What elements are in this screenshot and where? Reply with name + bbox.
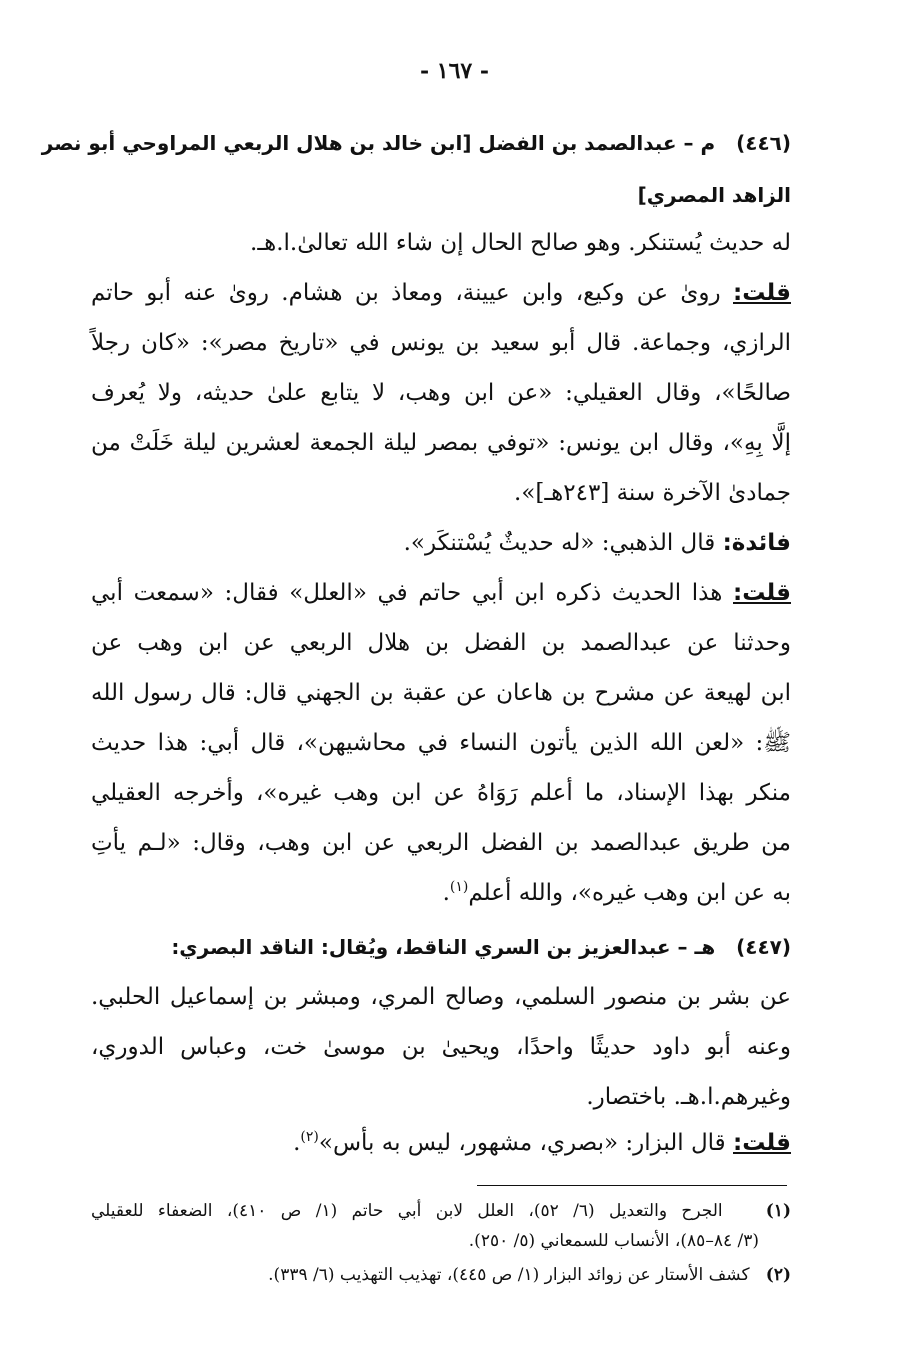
- footnote-separator: [477, 1185, 787, 1186]
- entry-446-line-1: له حديث يُستنكر. وهو صالح الحال إن شاء الله تعالىٰ.ا.هـ.: [250, 230, 791, 256]
- entry-447-heading: [171, 930, 791, 964]
- entry-447-line-4: قلت: قال البزار: «بصري، مشهور، ليس به بأس»$^{(٢)}$.: [293, 1129, 791, 1156]
- footnote-1-number: (١): [765, 1201, 791, 1221]
- entry-446-heading-line1: [42, 126, 791, 160]
- qult-label: قلت:: [733, 280, 791, 306]
- entry-446-line-6: جمادىٰ الآخرة سنة [٢٤٣هـ]».: [514, 480, 791, 506]
- qult-label: قلت:: [733, 580, 791, 606]
- entry-446-number: (٤٤٦): [736, 131, 791, 155]
- entry-446-heading-text: م – عبدالصمد بن الفضل [ابن خالد بن هلال الربعي المراوحي أبو نصر: [41, 131, 716, 155]
- entry-446-line-2: قلت: روىٰ عن وكيع، وابن عيينة، ومعاذ بن هشام. روىٰ عنه أبو حاتم: [91, 280, 791, 306]
- entry-446-line-8: قلت: هذا الحديث ذكره ابن أبي حاتم في «العلل» فقال: «سمعت أبي: [91, 580, 791, 606]
- entry-446-line-13: من طريق عبدالصمد بن الفضل الربعي عن ابن وهب، وقال: «لـم يأتِ: [91, 830, 791, 856]
- footnote-1-line-1: (١) الجرح والتعديل (٦/ ٥٢)، العلل لابن أبي حاتم (١/ ص ٤١٠)، الضعفاء للعقيلي: [91, 1201, 791, 1221]
- entry-446-heading-line2: الزاهد المصري]: [637, 183, 791, 207]
- entry-446-line-11: ﷺ: «لعن الله الذين يأتون النساء في محاشيهن»، قال أبي: هذا حديث: [91, 730, 791, 756]
- entry-446-line-4: صالحًا»، وقال العقيلي: «عن ابن وهب، لا يتابع علىٰ حديثه، ولا يُعرف: [91, 380, 791, 406]
- entry-447-line-1: عن بشر بن منصور السلمي، وصالح المري، ومبشر بن إسماعيل الحلبي.: [91, 984, 791, 1010]
- entry-446-line-12: منكر بهذا الإسناد، ما أعلم رَوَاهُ عن ابن وهب غيره»، وأخرجه العقيلي: [91, 780, 791, 806]
- footnote-1-line-2: (٣/ ٨٤–٨٥)، الأنساب للسمعاني (٥/ ٢٥٠).: [468, 1231, 759, 1251]
- entry-446-line-9: وحدثنا عن عبدالصمد بن الفضل بن هلال الربعي عن ابن وهب عن: [91, 630, 791, 656]
- page-number: - ١٦٧ -: [419, 58, 490, 84]
- entry-447-line-2: وعنه أبو داود حديثًا واحدًا، ويحيىٰ بن موسىٰ خت، وعباس الدوري،: [91, 1034, 791, 1060]
- entry-447-number: (٤٤٧): [736, 935, 791, 959]
- footnote-ref-2: (٢): [300, 1129, 319, 1145]
- qult-label: قلت:: [733, 1130, 791, 1156]
- entry-446-faida-line: فائدة: قال الذهبي: «له حديثٌ يُسْتنكَر».: [403, 530, 791, 556]
- footnote-ref-1: (١): [449, 879, 469, 895]
- faida-label: فائدة:: [722, 530, 791, 556]
- entry-447-heading-text: هـ – عبدالعزيز بن السري الناقط، ويُقال: الناقد البصري:: [171, 935, 716, 959]
- entry-446-line-5: إلَّا بِهِ»، وقال ابن يونس: «توفي بمصر ليلة الجمعة لعشرين ليلة خَلَتْ من: [91, 430, 791, 456]
- footnote-2-line-1: (٢) كشف الأستار عن زوائد البزار (١/ ص ٤٤٥)، تهذيب التهذيب (٦/ ٣٣٩).: [268, 1265, 791, 1285]
- entry-446-line-3: الرازي، وجماعة. قال أبو سعيد بن يونس في «تاريخ مصر»: «كان رجلاً: [91, 330, 791, 356]
- entry-446-line-10: ابن لهيعة عن مشرح بن هاعان عن عقبة بن الجهني قال: قال رسول الله: [91, 680, 791, 706]
- entry-446-line-14: به عن ابن وهب غيره»، والله أعلم$^{(١)}$.: [442, 879, 791, 906]
- footnote-2-number: (٢): [765, 1265, 791, 1285]
- entry-447-line-3: وغيرهم.ا.هـ. باختصار.: [586, 1084, 791, 1110]
